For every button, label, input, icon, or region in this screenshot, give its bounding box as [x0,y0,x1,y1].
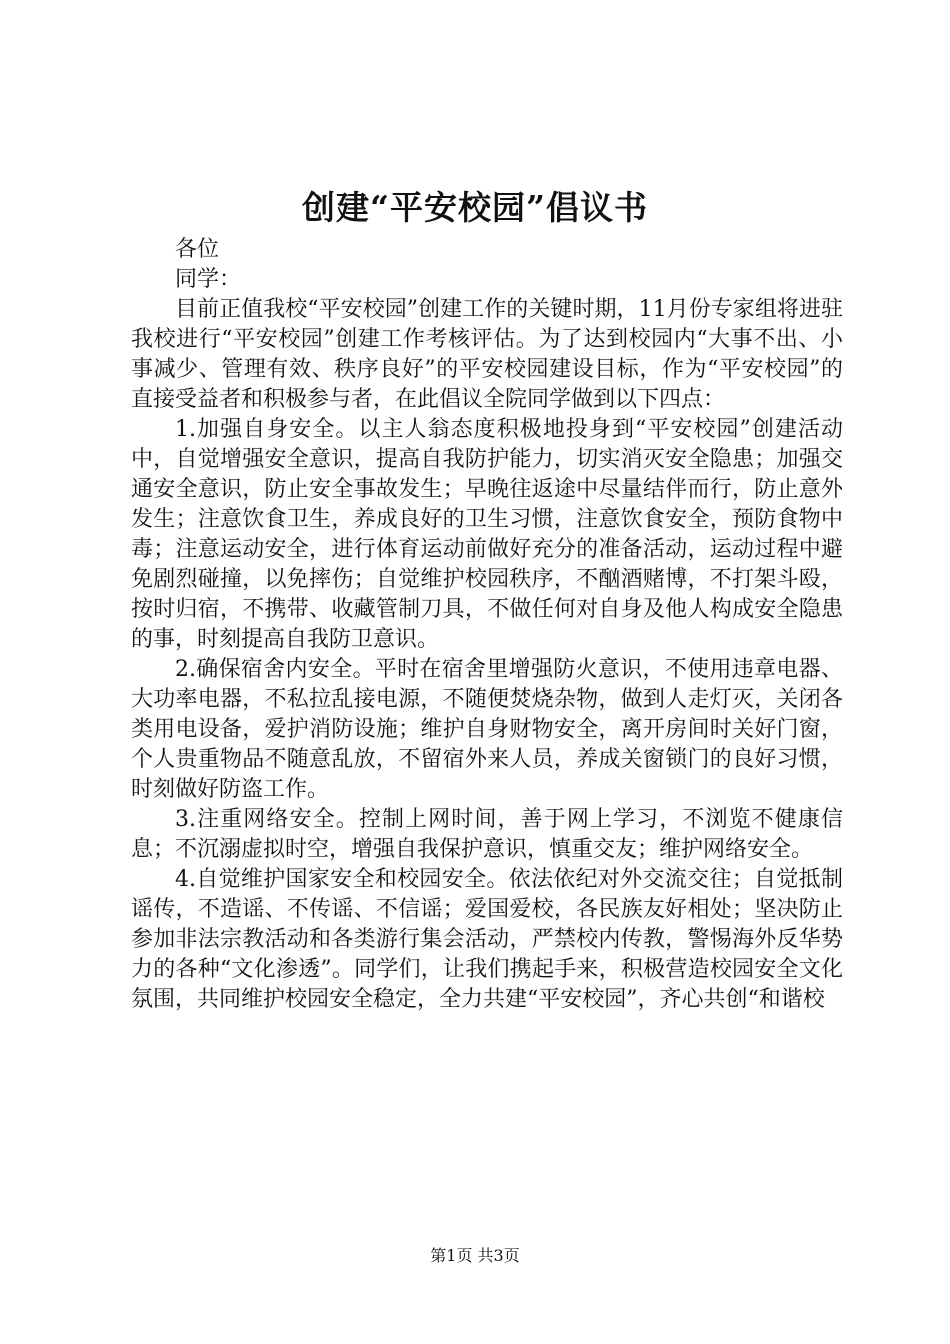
document-body [131,235,843,1015]
paragraph-point-3: 3.注重网络安全。控制上网时间，善于网上学习，不浏览不健康信息；不沉溺虚拟时空，增强自我保护意识，慎重交友；维护网络安全。 [131,807,843,862]
page-footer: 第1页 共3页 [430,1246,520,1265]
salutation-line-2: 同学： [175,267,242,292]
paragraph-point-1: 1.加强自身安全。以主人翁态度积极地投身到“平安校园”创建活动中，自觉增强安全意识，提高自我防护能力，切实消灭安全隐患；加强交通安全意识，防止安全事故发生；早晚往返途中尽量结伴而行，防止意外发生；注意饮食卫生，养成良好的卫生习惯，注意饮食安全，预防食物中毒；注意运动安全，进行体育运动前做好充分的准备活动，运动过程中避免剧烈碰撞，以免摔伤；自觉维护校园秩序，不酗酒赌博，不打架斗殴，按时归宿，不携带、收藏管制刀具，不做任何对自身及他人构成安全隐患的事，时刻提高自我防卫意识。 [131,417,843,652]
document-title: 创建“平安校园”倡议书 [302,188,648,227]
paragraph-point-2: 2.确保宿舍内安全。平时在宿舍里增强防火意识，不使用违章电器、大功率电器，不私拉乱接电源，不随便焚烧杂物，做到人走灯灭，关闭各类用电设备，爱护消防设施；维护自身财物安全，离开房间时关好门窗，个人贵重物品不随意乱放，不留宿外来人员，养成关窗锁门的良好习惯，时刻做好防盗工作。 [131,657,843,802]
paragraph-intro: 目前正值我校“平安校园”创建工作的关键时期，11月份专家组将进驻我校进行“平安校园”创建工作考核评估。为了达到校园内“大事不出、小事减少、管理有效、秩序良好”的平安校园建设目标，作为“平安校园”的直接受益者和积极参与者，在此倡议全院同学做到以下四点： [131,297,843,412]
salutation-line-1: 各位 [175,237,220,262]
paragraph-point-4: 4.自觉维护国家安全和校园安全。依法依纪对外交流交往；自觉抵制谣传，不造谣、不传谣、不信谣；爱国爱校，各民族友好相处；坚决防止参加非法宗教活动和各类游行集会活动，严禁校内传教，警惕海外反华势力的各种“文化渗透”。同学们，让我们携起手来，积极营造校园安全文化氛围，共同维护校园安全稳定，全力共建“平安校园”，齐心共创“和谐校 [131,867,843,1012]
